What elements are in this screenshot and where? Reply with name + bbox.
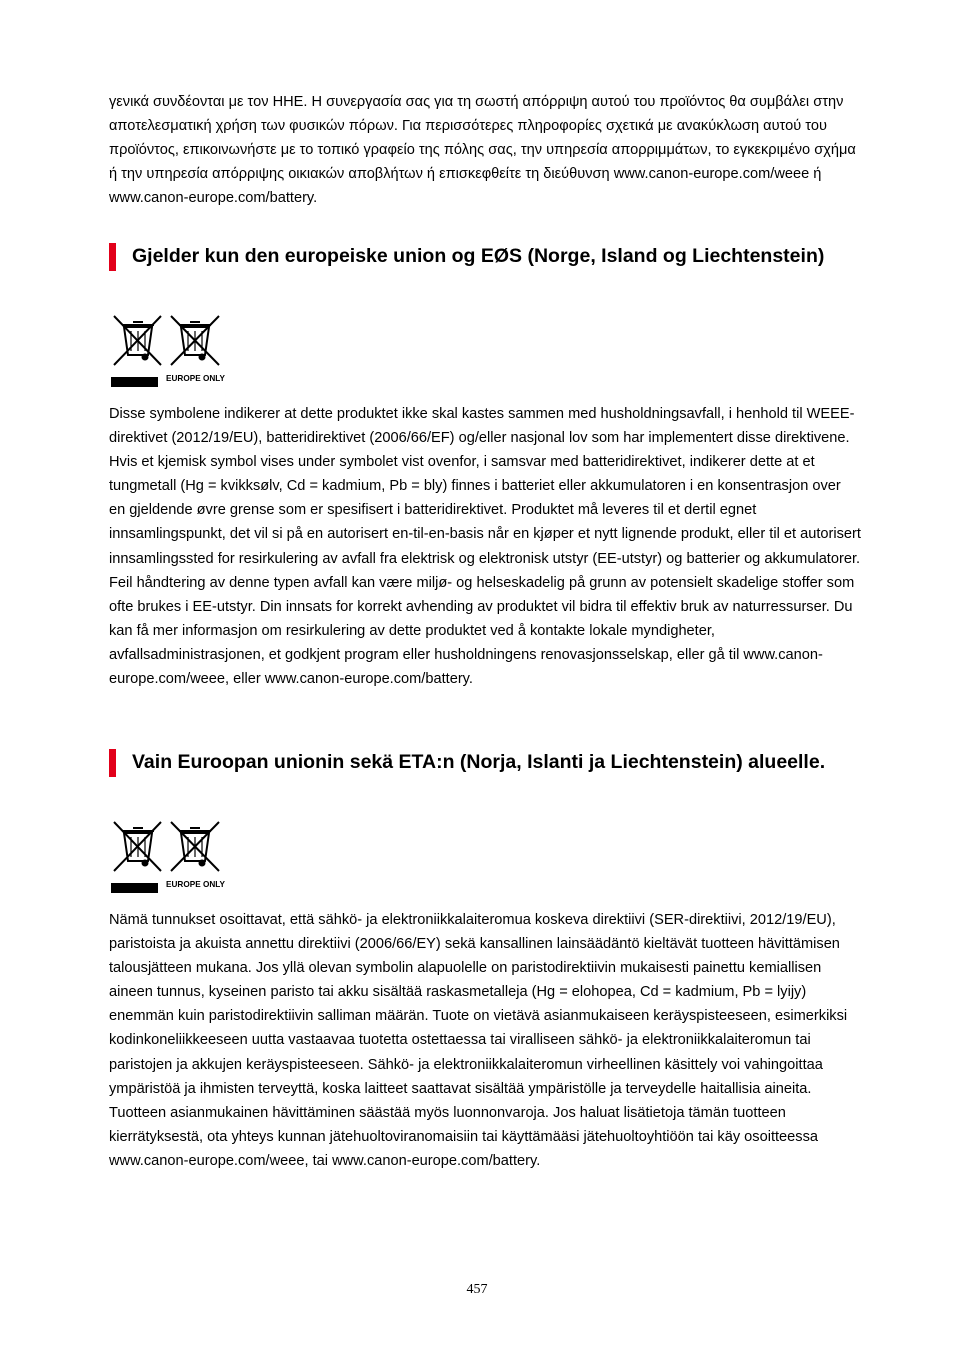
crossed-out-wheelie-bin-icon — [171, 316, 219, 365]
crossed-out-wheelie-bin-icon — [171, 822, 219, 871]
norwegian-paragraph: Disse symbolene indikerer at dette produktet ikke skal kastes sammen med husholdningsavfall, i henhold til WEEE-direktivet (2012/19/EU), batteridirektivet (2006/66/EF) og/eller nasjonal lov som har implementert disse direktivene. Hvis et kjemisk symbol vises under symbolet vist ovenfor, i samsvar med batteridirektivet, indikerer dette at et tungmetall (Hg = kvikksølv, Cd = kadmium, Pb = bly) finnes i batteriet eller akkumulatoren i en konsentrasjon over en gjeldende øvre grense som er spesifisert i batteridirektivet. Produktet må leveres til et dertil egnet innsamlingspunkt, det vil si på en autorisert en-til-en-basis når en kjøper et nytt lignende produkt, eller til et autorisert innsamlingssted for resirkulering av avfall fra elektrisk og elektronisk utstyr (EE-utstyr) og batterier og akkumulatorer. Feil håndtering av denne typen avfall kan være miljø- og helseskadelig på grunn av potensielt skadelige stoffer som ofte brukes i EE-utstyr. Din innsats for korrekt avhending av produktet vil bidra til effektiv bruk av naturressurser. Du kan få mer informasjon om resirkulering av dette produktet ved å kontakte lokale myndigheter, avfallsadministrasjonen, et godkjent program eller husholdningens renovasjonsselskap, eller gå til www.canon-europe.com/weee, eller www.canon-europe.com/battery. — [109, 406, 861, 688]
finnish-paragraph: Nämä tunnukset osoittavat, että sähkö- ja elektroniikkalaiteromua koskeva direktiivi (SER-direktiivi, 2012/19/EU), paristoista ja akuista annettu direktiivi (2006/66/EY) sekä kansallinen lainsäädäntö kieltävät tuotteen hävittämisen talousjätteen mukana. Jos yllä olevan symbolin alapuolelle on paristodirektiivin mukaisesti painettu kemiallisen aineen tunnus, kyseinen paristo tai akku sisältää raskasmetalleja (Hg = elohopea, Cd = kadmium, Pb = lyijy) enemmän kuin paristodirektiivin salliman määrän. Tuote on vietävä asianmukaiseen keräyspisteeseen, esimerkiksi kodinkoneliikkeeseen uutta vastaavaa tuotetta ostettaessa tai viralliseen sähkö- ja elektroniikkalaiteromun tai paristojen ja akkujen keräyspisteeseen. Sähkö- ja elektroniikkalaiteromun virheellinen käsittely voi vahingoittaa ympäristöä ja ihmisten terveyttä, koska laitteet saattavat sisältää ympäristölle ja terveydelle haitallisia aineita. Tuotteen asianmukainen hävittäminen säästää myös luonnonvaroja. Jos haluat lisätietoja tämän tuotteen kierrätyksestä, ota yhteys kunnan jätehuoltoviranomaisiin tai käyttämääsi jätehuoltoyhtiöön tai käy osoitteessa www.canon-europe.com/weee, tai www.canon-europe.com/battery. — [109, 912, 848, 1169]
crossed-out-wheelie-bin-icon — [111, 316, 161, 387]
section-heading-finnish — [109, 749, 829, 777]
europe-only-label: EUROPE ONLY — [166, 879, 226, 889]
europe-only-label: EUROPE ONLY — [166, 373, 226, 383]
page-number: 457 — [466, 1282, 488, 1297]
weee-symbols-norwegian — [109, 313, 227, 389]
weee-symbols-finnish — [109, 819, 227, 895]
crossed-out-wheelie-bin-icon — [111, 822, 161, 893]
greek-paragraph: γενικά συνδέονται με τον ΗΗΕ. Η συνεργασία σας για τη σωστή απόρριψη αυτού του προϊόντος θα συμβάλει στην αποτελεσματική χρήση των φυσικών πόρων. Για περισσότερες πληροφορίες σχετικά με ανακύκλωση αυτού του προϊόντος, επικοινωνήστε με το τοπικό γραφείο της πόλης σας, την υπηρεσία απορριμμάτων, το εγκεκριμένο σχήμα ή την υπηρεσία απόρριψης οικιακών αποβλήτων ή επισκεφθείτε τη διεύθυνση www.canon-europe.com/weee ή www.canon-europe.com/battery. — [109, 94, 856, 207]
heading-text: Gjelder kun den europeiske union og EØS (Norge, Island og Liechtenstein) — [132, 245, 825, 267]
heading-text: Vain Euroopan unionin sekä ETA:n (Norja, Islanti ja Liechtenstein) alueelle. — [132, 751, 826, 773]
section-heading-norwegian — [109, 243, 829, 271]
